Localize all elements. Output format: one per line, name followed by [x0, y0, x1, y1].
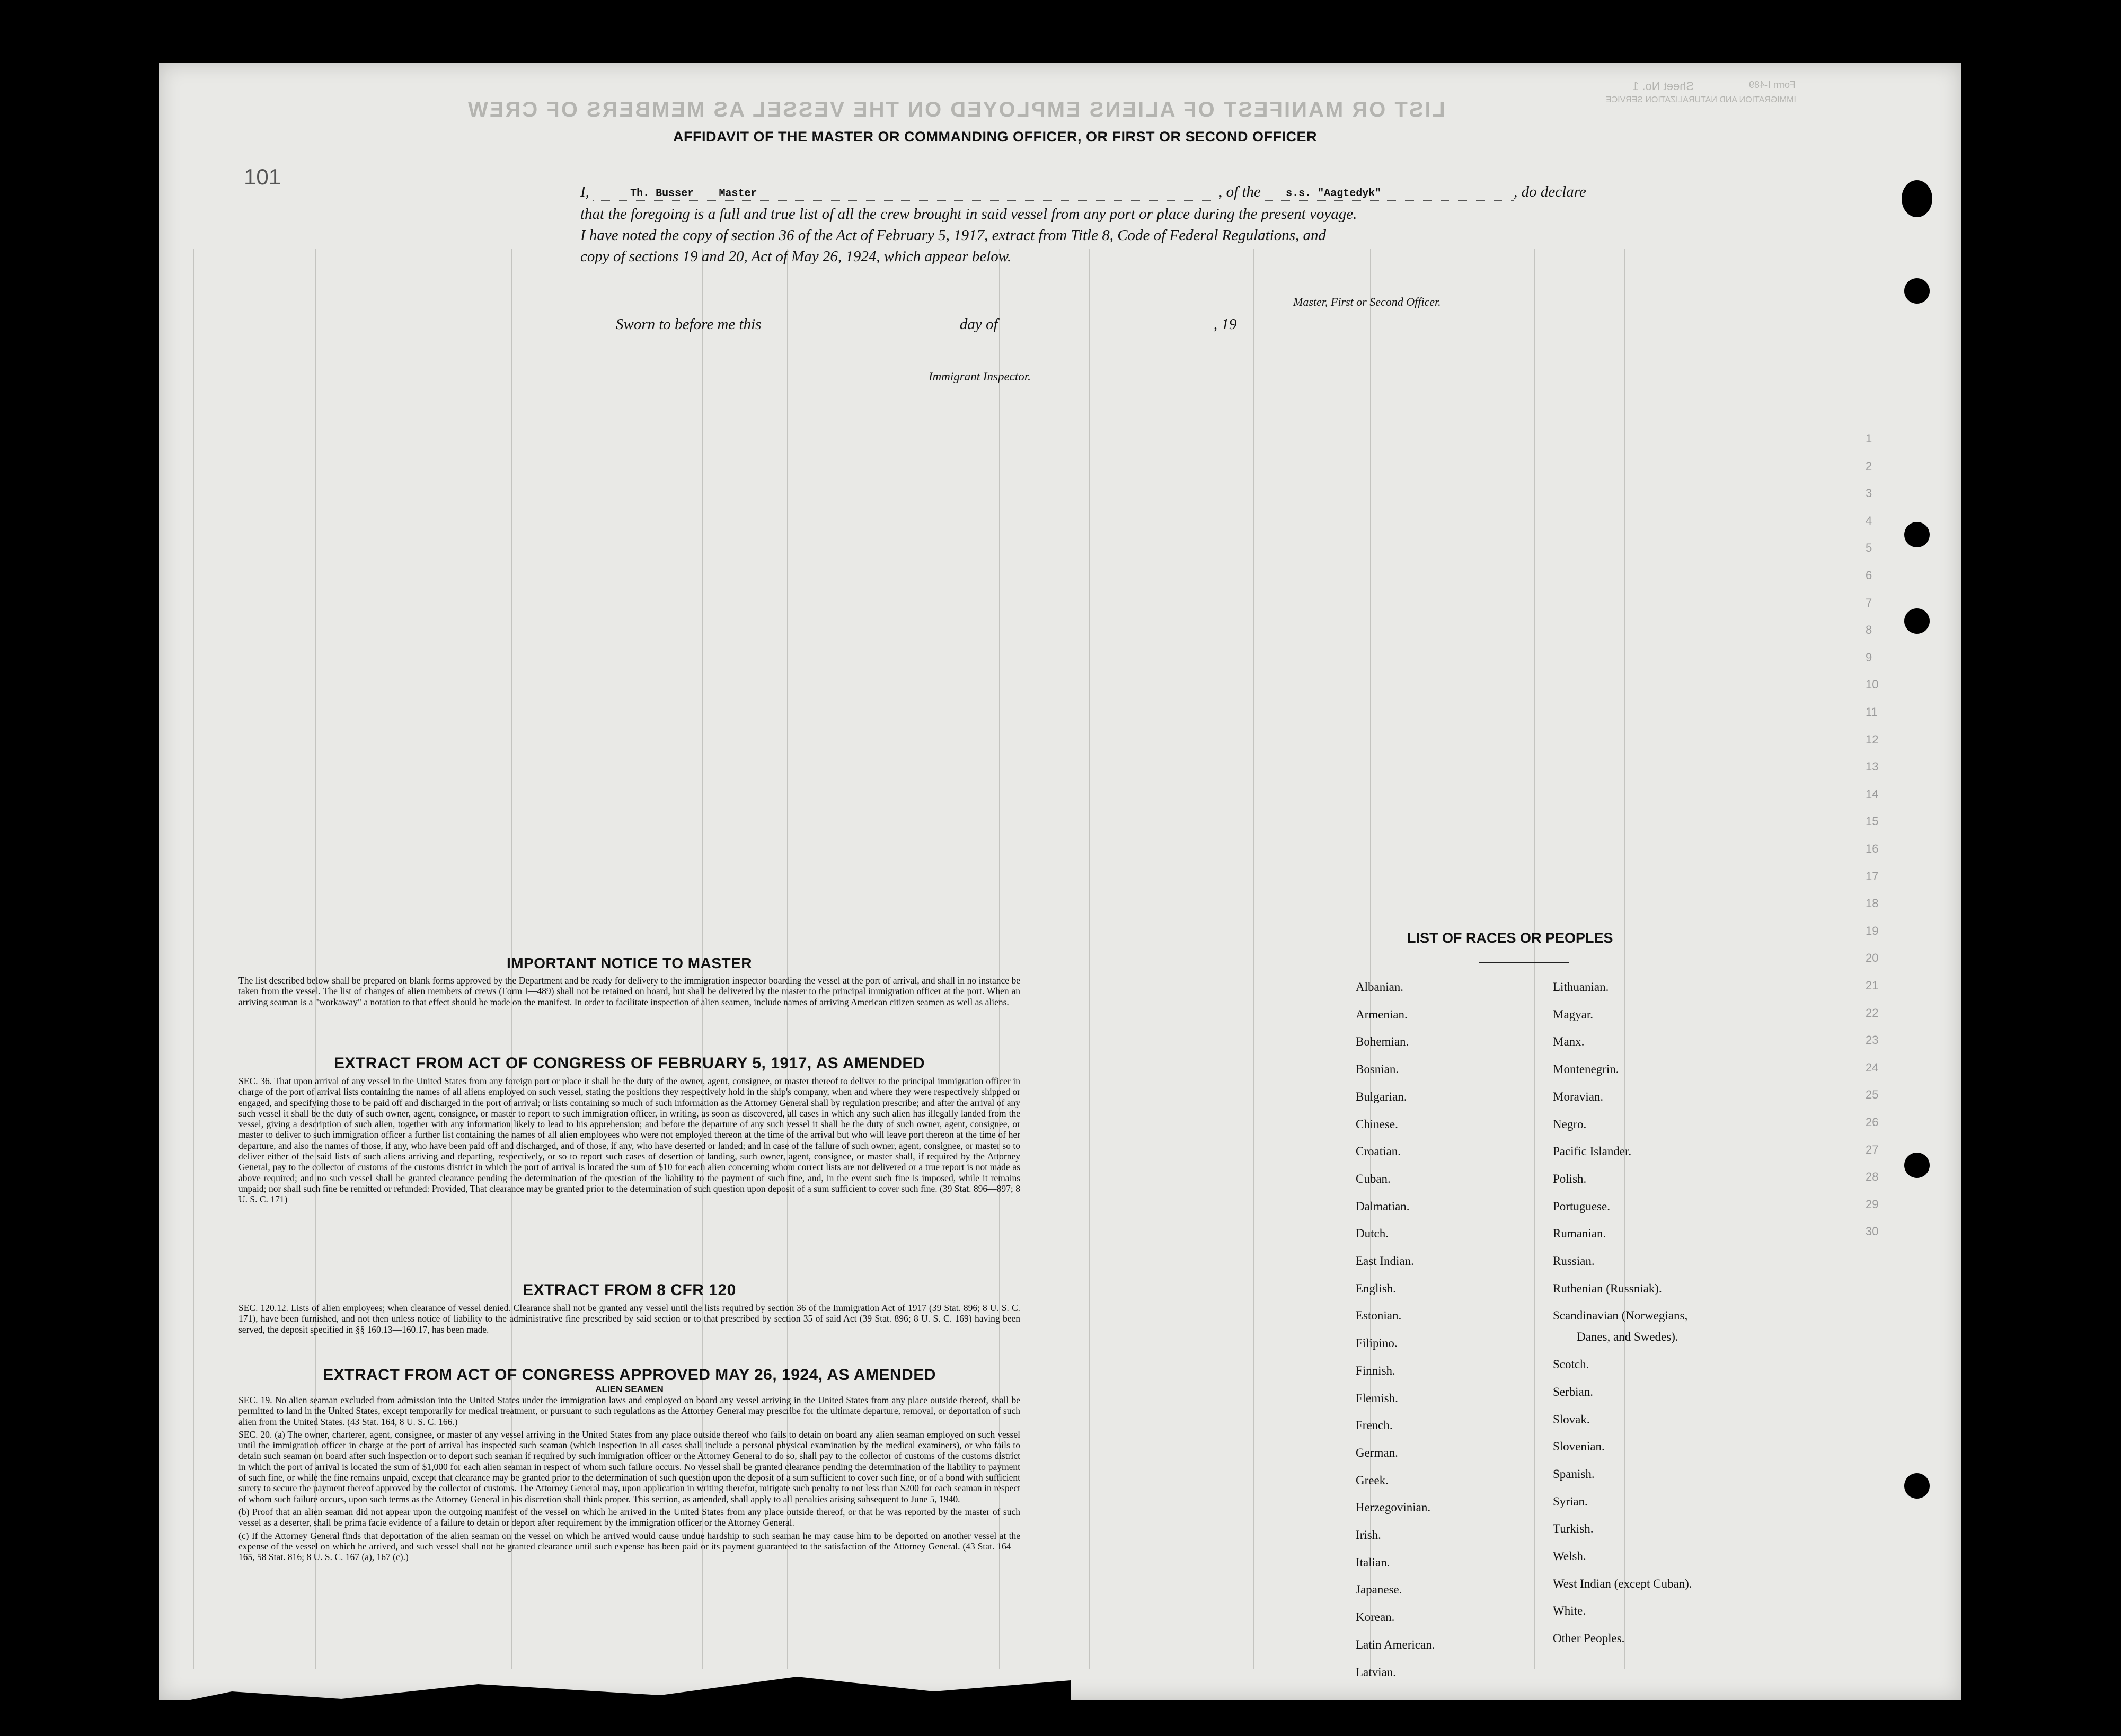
- race-item: Irish.: [1356, 1528, 1381, 1542]
- affidavit-title: AFFIDAVIT OF THE MASTER OR COMMANDING OFFICER, OR FIRST OR SECOND OFFICER: [673, 129, 1317, 145]
- race-item: Scandinavian (Norwegians,: [1553, 1309, 1688, 1323]
- extract-1924-sec20b: (b) Proof that an alien seaman did not appear upon the outgoing manifest of the vessel on which he arrived in the United States from any place outside thereof, or that he was reported by the master of such vessel as a deserter, shall be prima facie evidence of a failure to detain or deport after requirement by the immigration officer or the Attorney General.: [238, 1506, 1020, 1528]
- handwritten-sheet-number: 101: [244, 164, 281, 189]
- race-item: German.: [1356, 1446, 1398, 1459]
- race-item: Magyar.: [1553, 1007, 1594, 1021]
- row-number: 25: [1866, 1088, 1879, 1102]
- race-item: Slovak.: [1553, 1412, 1590, 1426]
- sworn-date-field[interactable]: [765, 315, 956, 333]
- race-item: Negro.: [1553, 1117, 1587, 1131]
- race-item: Scotch.: [1553, 1358, 1589, 1371]
- row-number: 8: [1866, 623, 1872, 637]
- race-item: Dalmatian.: [1356, 1199, 1410, 1213]
- extract-8cfr-title: EXTRACT FROM 8 CFR 120: [523, 1281, 736, 1299]
- form-label-showthrough: Form I-489: [1749, 79, 1796, 90]
- race-item: West Indian (except Cuban).: [1553, 1576, 1692, 1590]
- notice-body: The list described below shall be prepared on blank forms approved by the Department and be ready for delivery to the immigration inspector boarding the vessel at the port of arrival, and shall in no instance be taken from the vessel. The list of changes of alien members of crews (Form I—489) shall not be retained on board, but shall be delivered by the master to the principal immigration officer at the port. When an arriving seaman is a "workaway" a notation to that effect should be made on the manifest. In order to facilitate inspection of alien seamen, include names of arriving American citizen seamen as well as aliens.: [238, 975, 1020, 1007]
- master-name-field[interactable]: [593, 183, 1218, 201]
- affidavit-line-2: that the foregoing is a full and true list of all the crew brought in said vessel from any port or place during the present voyage.: [580, 206, 1357, 223]
- extract-1924: [238, 1366, 1020, 1564]
- race-item: Polish.: [1553, 1172, 1587, 1185]
- extract-1924-sec20c: (c) If the Attorney General finds that deportation of the alien seaman on the vessel on which he arrived would cause undue hardship to such seaman he may cause him to be deported on another vessel at the expense of the vessel on which he arrived, and such vessel shall not be granted clearance until such expense has been paid or its payment guaranteed to the satisfaction of the Attorney General. (43 Stat. 164—165, 58 Stat. 816; 8 U. S. C. 167 (a), 167 (c).): [238, 1530, 1020, 1563]
- race-item: English.: [1356, 1281, 1397, 1295]
- sheet-label-showthrough: Sheet No. 1: [1632, 79, 1694, 93]
- race-item: Syrian.: [1553, 1494, 1588, 1508]
- row-number: 17: [1866, 869, 1879, 883]
- row-number: 1: [1866, 432, 1872, 445]
- of-the-label: , of the: [1218, 183, 1261, 200]
- vessel-name-field[interactable]: [1265, 183, 1514, 201]
- row-number: 23: [1866, 1033, 1879, 1047]
- row-number: 24: [1866, 1060, 1879, 1074]
- sworn-prefix: Sworn to before me this: [616, 316, 762, 333]
- row-number: 6: [1866, 569, 1872, 582]
- race-item: Lithuanian.: [1553, 980, 1609, 994]
- race-item: Japanese.: [1356, 1583, 1402, 1597]
- affidavit-line-3: I have noted the copy of section 36 of the Act of February 5, 1917, extract from Title 8, Code of Federal Regulations, and: [580, 227, 1327, 244]
- extract-1917: [238, 1055, 1020, 1207]
- row-number: 16: [1866, 842, 1879, 855]
- sworn-month-field[interactable]: [1002, 315, 1214, 333]
- notice-title: IMPORTANT NOTICE TO MASTER: [506, 955, 753, 971]
- signature-caption: Master, First or Second Officer.: [1293, 295, 1441, 308]
- master-name: Th. Busser: [630, 188, 694, 200]
- sworn-year-field[interactable]: [1241, 315, 1288, 333]
- row-number: 3: [1866, 486, 1872, 500]
- race-item: White.: [1553, 1604, 1586, 1618]
- row-number: 11: [1866, 705, 1878, 719]
- row-number: 12: [1866, 732, 1879, 746]
- race-item: Italian.: [1356, 1555, 1390, 1569]
- punch-hole: [1904, 1473, 1930, 1499]
- race-item: Armenian.: [1356, 1007, 1408, 1021]
- race-item: Greek.: [1356, 1473, 1389, 1487]
- extract-1917-title: EXTRACT FROM ACT OF CONGRESS OF FEBRUARY 5, 1917, AS AMENDED: [333, 1055, 925, 1072]
- master-rank: Master: [719, 188, 757, 200]
- day-of-label: day of: [959, 316, 998, 333]
- row-number: 26: [1866, 1115, 1879, 1129]
- race-item: Turkish.: [1553, 1522, 1594, 1536]
- race-item: Croatian.: [1356, 1145, 1401, 1158]
- races-title: LIST OF RACES OR PEOPLES: [1407, 930, 1613, 946]
- extract-8cfr-body: SEC. 120.12. Lists of alien employees; when clearance of vessel denied. Clearance shall not be granted any vessel until the lists required by section 36 of the Immigration Act of 1917 (39 Stat. 896; 8 U. S. C. 171), have been furnished, and not then unless notice of liability to the administrative fine prescribed by said section or to that prescribed by section 35 of said Act (39 Stat. 896; 8 U. S. C. 169) having been served, the deposit specified in §§ 160.13—160.17, has been made.: [238, 1303, 1020, 1335]
- manifest-title-showthrough: LIST OR MANIFEST OF ALIENS EMPLOYED ON THE VESSEL AS MEMBERS OF CREW: [466, 98, 1446, 121]
- race-item: Serbian.: [1553, 1385, 1594, 1398]
- race-item: Finnish.: [1356, 1363, 1395, 1377]
- extract-1924-sec19: SEC. 19. No alien seaman excluded from admission into the United States under the immigration laws and employed on board any vessel arriving in the United States from any place outside thereof, shall be permitted to land in the United States, except temporarily for medical treatment, or pursuant to such regulations as the Attorney General may prescribe for the ultimate departure, removal, or deportation of such alien from the United States. (43 Stat. 164, 8 U. S. C. 166.): [238, 1395, 1020, 1427]
- extract-1917-body: SEC. 36. That upon arrival of any vessel in the United States from any foreign port or place it shall be the duty of the owner, agent, consignee, or master thereof to deliver to the principal immigration officer in charge of the port of arrival lists containing the names of all aliens employed on such vessel, stating the positions they respectively hold in the ship's company, when and where they were respectively shipped or engaged, and specifying those to be paid off and discharged in the port of arrival; or lists containing so much of such information as the Attorney General shall by regulation prescribe; and after the arrival of any such vessel it shall be the duty of such owner, agent, consignee, or master to report to such immigration officer, in writing, as soon as discovered, all cases in which any such alien has illegally landed from the vessel, giving a description of such alien, together with any information likely to lead to his apprehension; and before the departure of any such vessel it shall be the duty of such owner, agent, consignee, or master to deliver to such immigration officer a further list containing the names of all alien employees who were not employed thereon at the time of the arrival but who will leave port thereon at the time of her departure, and also the names of those, if any, who have been paid off and discharged, and of those, if any, who have deserted or landed; and in case of the failure of such owner, agent, consignee, or master so to deliver either of the said lists of such aliens arriving and departing, respectively, or so to report such cases of desertion or landing, such owner, agent, consignee, or master shall, if required by the Attorney General, pay to the collector of customs of the customs district in which the port of arrival is located the sum of $10 for each alien concerning whom correct lists are not delivered or a true report is not made as above required; and no such vessel shall be granted clearance pending the determination of the question of the liability to the payment of such fine, and, in the event such fine is imposed, while it remains unpaid; nor shall such fine be remitted or refunded: Provided, That clearance may be granted prior to the determination of such question upon deposit of a sum sufficient to cover such fine. (39 Stat. 896—897; 8 U. S. C. 171): [238, 1076, 1020, 1205]
- punch-hole: [1904, 608, 1930, 634]
- row-number: 19: [1866, 924, 1879, 937]
- row-number: 21: [1866, 979, 1879, 992]
- race-item: Welsh.: [1553, 1549, 1586, 1563]
- race-item: Spanish.: [1553, 1467, 1595, 1481]
- vessel-name: s.s. "Aagtedyk": [1286, 188, 1382, 200]
- race-item: Estonian.: [1356, 1309, 1402, 1323]
- extract-1924-sec20a: SEC. 20. (a) The owner, charterer, agent, consignee, or master of any vessel arriving in the United States from any place outside thereof who fails to detain on board any alien seaman employed on such vessel until the immigration officer in charge at the port of arrival has inspected such seaman (which inspection in all cases shall include a personal physical examination by the medical examiners), or who fails to detain such seaman on board after such inspection or to deport such seaman if required by such immigration officer or the Attorney General to do so, shall pay to the collector of customs of the customs district in which the port of arrival is located the sum of $1,000 for each alien seaman in respect of whom such failure occurs. No vessel shall be granted clearance pending the determination of the liability to payment of such fine, or while the fine remains unpaid, except that clearance may be granted prior to the determination of such question upon the deposit of a sum sufficient to cover such fine, or of a bond with sufficient surety to secure the payment thereof approved by the collector of customs. The Attorney General may, upon application in writing therefor, mitigate such penalty to not less than $200 for each seaman in respect of whom such failure occurs, upon such terms as the Attorney General in his discretion shall think proper. This section, as amended, shall apply to all penalties arising subsequent to June 5, 1940.: [238, 1429, 1020, 1504]
- extract-1924-title: EXTRACT FROM ACT OF CONGRESS APPROVED MAY 26, 1924, AS AMENDED: [323, 1366, 936, 1384]
- row-number: 28: [1866, 1170, 1879, 1184]
- row-number: 10: [1866, 678, 1879, 692]
- race-item: Albanian.: [1356, 980, 1404, 994]
- affidavit-line-1: [580, 183, 1586, 201]
- row-number: 20: [1866, 951, 1879, 965]
- race-item: Slovenian.: [1553, 1440, 1605, 1454]
- row-number: 15: [1866, 814, 1879, 828]
- row-number: 14: [1866, 787, 1879, 801]
- row-number: 5: [1866, 541, 1872, 555]
- affidavit-line-4: copy of sections 19 and 20, Act of May 26, 1924, which appear below.: [580, 248, 1012, 265]
- race-item: Moravian.: [1553, 1090, 1604, 1103]
- row-number: 13: [1866, 760, 1879, 774]
- race-item: Korean.: [1356, 1610, 1395, 1624]
- extract-1924-subtitle: ALIEN SEAMEN: [595, 1384, 664, 1394]
- race-item: Bohemian.: [1356, 1035, 1409, 1049]
- row-number: 22: [1866, 1006, 1879, 1020]
- row-number: 2: [1866, 459, 1872, 473]
- do-declare-label: , do declare: [1514, 183, 1586, 200]
- race-item: Rumanian.: [1553, 1227, 1606, 1241]
- affidavit-prefix: I,: [580, 183, 589, 200]
- race-item: Latvian.: [1356, 1665, 1396, 1679]
- race-item: Dutch.: [1356, 1227, 1389, 1241]
- punch-hole: [1904, 1153, 1930, 1178]
- agency-label-showthrough: IMMIGRATION AND NATURALIZATION SERVICE: [1606, 95, 1796, 104]
- race-item: Other Peoples.: [1553, 1632, 1625, 1645]
- races-title-rule: [1479, 962, 1569, 963]
- race-item: Cuban.: [1356, 1172, 1391, 1185]
- race-item: East Indian.: [1356, 1254, 1414, 1268]
- race-item: Latin American.: [1356, 1637, 1435, 1651]
- race-item: Bulgarian.: [1356, 1090, 1407, 1103]
- extract-8cfr: [238, 1281, 1020, 1337]
- punch-hole: [1904, 278, 1930, 304]
- race-item: Filipino.: [1356, 1336, 1398, 1350]
- punch-hole: [1902, 180, 1932, 217]
- year-prefix: , 19: [1213, 316, 1237, 333]
- race-item: Pacific Islander.: [1553, 1145, 1632, 1158]
- inspector-signature-line[interactable]: [721, 356, 1076, 367]
- race-item: Russian.: [1553, 1254, 1595, 1268]
- race-item: Portuguese.: [1553, 1199, 1610, 1213]
- race-item: Manx.: [1553, 1035, 1585, 1049]
- row-number: 9: [1866, 650, 1872, 664]
- row-number: 18: [1866, 897, 1879, 910]
- race-item: French.: [1356, 1419, 1393, 1432]
- race-item: Herzegovinian.: [1356, 1501, 1431, 1514]
- notice-to-master: [238, 955, 1020, 1009]
- row-number: 7: [1866, 596, 1872, 609]
- race-item: Danes, and Swedes).: [1577, 1330, 1678, 1344]
- row-number: 30: [1866, 1225, 1879, 1238]
- race-item: Bosnian.: [1356, 1062, 1399, 1076]
- race-item: Ruthenian (Russniak).: [1553, 1281, 1662, 1295]
- sworn-line: [616, 315, 1288, 333]
- row-number: 27: [1866, 1142, 1879, 1156]
- punch-hole: [1904, 522, 1930, 547]
- inspector-caption: Immigrant Inspector.: [929, 370, 1031, 383]
- row-number: 4: [1866, 513, 1872, 527]
- race-item: Flemish.: [1356, 1391, 1398, 1405]
- row-number: 29: [1866, 1197, 1879, 1211]
- race-item: Montenegrin.: [1553, 1062, 1619, 1076]
- race-item: Chinese.: [1356, 1117, 1398, 1131]
